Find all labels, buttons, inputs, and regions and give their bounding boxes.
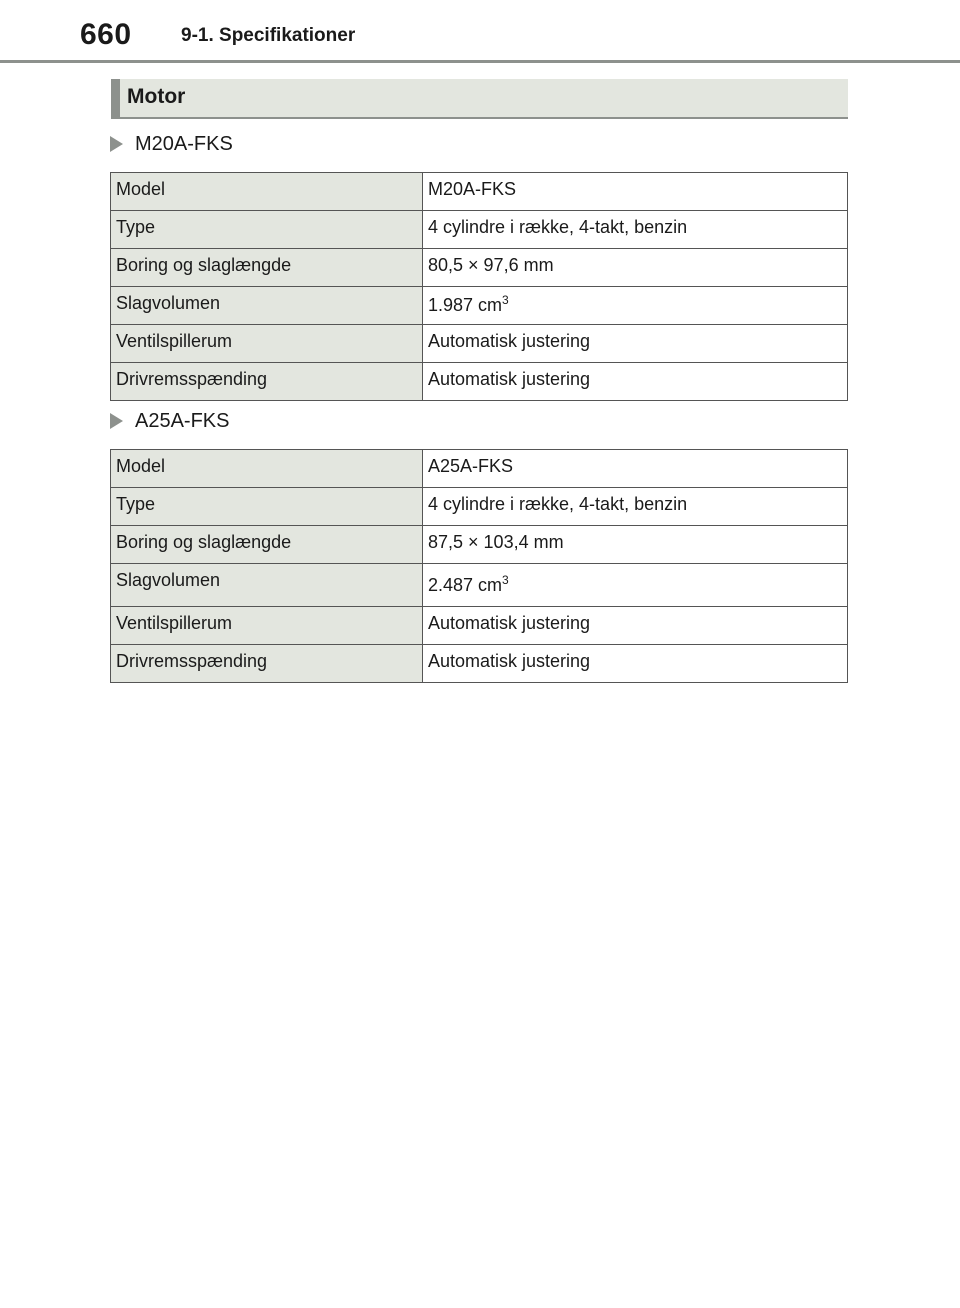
spec-value: 80,5 × 97,6 mm bbox=[423, 249, 848, 287]
section-title: Motor bbox=[127, 85, 186, 108]
spec-value: 4 cylindre i række, 4-takt, benzin bbox=[423, 488, 848, 526]
displacement-value: 1.987 cm bbox=[428, 295, 503, 315]
superscript: 3 bbox=[502, 293, 509, 307]
header-divider bbox=[0, 60, 960, 63]
table-row bbox=[111, 173, 848, 211]
page-number: 660 bbox=[80, 18, 132, 51]
table-row bbox=[111, 607, 848, 645]
table-row bbox=[111, 363, 848, 401]
engine-heading-m20a bbox=[110, 130, 233, 158]
spec-value: 4 cylindre i række, 4-takt, benzin bbox=[423, 211, 848, 249]
table-row bbox=[111, 287, 848, 325]
table-row bbox=[111, 488, 848, 526]
spec-table-m20a bbox=[110, 172, 848, 401]
spec-label: Model bbox=[111, 173, 423, 211]
table-row bbox=[111, 325, 848, 363]
engine-heading-a25a bbox=[110, 407, 229, 435]
spec-value bbox=[423, 564, 848, 607]
spec-label: Boring og slaglængde bbox=[111, 249, 423, 287]
spec-value: Automatisk justering bbox=[423, 363, 848, 401]
spec-value: Automatisk justering bbox=[423, 325, 848, 363]
section-heading-bar bbox=[111, 79, 848, 119]
spec-value: 87,5 × 103,4 mm bbox=[423, 526, 848, 564]
spec-label: Type bbox=[111, 488, 423, 526]
spec-value: Automatisk justering bbox=[423, 607, 848, 645]
section-accent-bar bbox=[111, 79, 120, 117]
triangle-bullet-icon bbox=[110, 136, 123, 152]
spec-label: Ventilspillerum bbox=[111, 607, 423, 645]
spec-value: A25A-FKS bbox=[423, 450, 848, 488]
spec-value bbox=[423, 287, 848, 325]
table-row bbox=[111, 564, 848, 607]
engine-heading-text: A25A-FKS bbox=[135, 409, 230, 432]
spec-label: Model bbox=[111, 450, 423, 488]
displacement-value: 2.487 cm bbox=[428, 575, 503, 595]
spec-value: Automatisk justering bbox=[423, 645, 848, 683]
spec-value: M20A-FKS bbox=[423, 173, 848, 211]
spec-label: Drivremsspænding bbox=[111, 645, 423, 683]
triangle-bullet-icon bbox=[110, 413, 123, 429]
spec-label: Ventilspillerum bbox=[111, 325, 423, 363]
spec-label: Type bbox=[111, 211, 423, 249]
spec-table-a25a bbox=[110, 449, 848, 683]
spec-label: Drivremsspænding bbox=[111, 363, 423, 401]
table-row bbox=[111, 526, 848, 564]
table-row bbox=[111, 249, 848, 287]
spec-label: Slagvolumen bbox=[111, 564, 423, 607]
table-row bbox=[111, 211, 848, 249]
table-row bbox=[111, 450, 848, 488]
superscript: 3 bbox=[502, 573, 509, 587]
spec-label: Slagvolumen bbox=[111, 287, 423, 325]
engine-heading-text: M20A-FKS bbox=[135, 132, 233, 155]
page-header bbox=[0, 0, 960, 62]
spec-label: Boring og slaglængde bbox=[111, 526, 423, 564]
table-row bbox=[111, 645, 848, 683]
chapter-title: 9-1. Specifikationer bbox=[181, 25, 356, 46]
